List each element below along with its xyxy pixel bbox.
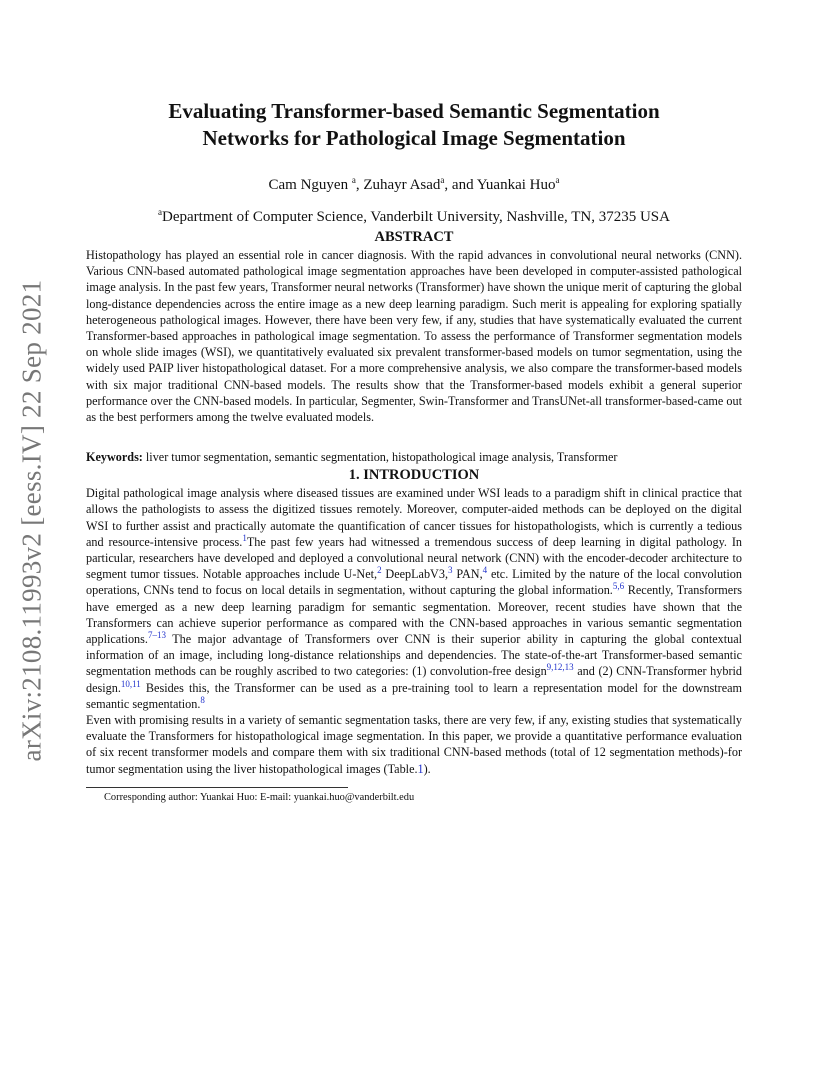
paper-page: [86, 0, 742, 805]
author-list: [86, 175, 742, 195]
intro-p1-text: PAN,: [452, 567, 483, 582]
corresponding-author-footnote: Corresponding author: Yuankai Huo: E-mail: yuankai.huo@vanderbilt.edu: [104, 791, 415, 803]
arxiv-identifier-stamp: [12, 279, 52, 761]
title-line-1: Evaluating Transformer-based Semantic Segmentation: [168, 99, 660, 123]
citation-link[interactable]: 5,6: [612, 581, 625, 592]
author-name-2: , Zuhayr Asad: [355, 177, 441, 193]
affiliation-text: Department of Computer Science, Vanderbilt University, Nashville, TN, 37235 USA: [162, 209, 670, 225]
introduction-paragraph-2: [86, 712, 742, 777]
author-affil-mark-1: a: [351, 175, 356, 185]
citation-link[interactable]: 7–13: [147, 630, 166, 640]
intro-p2-text: ).: [423, 761, 431, 776]
arxiv-identifier-text: arXiv:2108.11993v2 [eess.IV] 22 Sep 2021: [16, 279, 47, 761]
intro-p1-text: Recently, Transformers have emerged as a new deep learning paradigm for semantic segmentation. Moreover, recent studies have shown that the Transformers can achieve superior performance as compared with the CNN-based approaches in various semantic segmentation applications.: [86, 583, 742, 647]
intro-p1-text: and (2) CNN-Transformer hybrid design.: [86, 664, 742, 695]
intro-p1-text: The past few years had witnessed a tremendous success of deep learning in digital pathology. In particular, researchers have developed and deployed a convolutional neural network (CNN) with the encoder-decoder architecture to segment tumor tissues. Notable approaches include U-Net,: [86, 534, 742, 582]
affiliation-mark: a: [158, 207, 163, 217]
title-line-2: Networks for Pathological Image Segmentation: [202, 126, 626, 150]
affiliation: [86, 207, 742, 227]
citation-link[interactable]: 8: [200, 694, 205, 705]
introduction-paragraph-1: [86, 485, 742, 712]
keywords-label: Keywords:: [86, 450, 143, 465]
table-reference-link[interactable]: 1: [417, 761, 424, 776]
citation-link[interactable]: 1: [242, 532, 247, 543]
intro-p1-text: DeepLabV3,: [381, 567, 449, 582]
citation-link[interactable]: 2: [377, 565, 382, 576]
citation-link[interactable]: 10,11: [120, 678, 141, 689]
intro-p1-text: Digital pathological image analysis where diseased tissues are examined under WSI leads to a paradigm shift in clinical practice that allows the pathologists to assess the digitized tissues remotely. Moreover, computer-aided methods can be deployed on the digital WSI to further assist and practically automate the quantification of cancer tissues for histopathologists, which is currently a tedious and resource-intensive process.: [86, 486, 742, 549]
keywords: [86, 449, 742, 465]
abstract-text: Histopathology has played an essential role in cancer diagnosis. With the rapid advances in convolutional neural networks (CNN). Various CNN-based automated pathological image segmentation approaches have been developed in computer-assisted pathological image analysis. In the past few years, Transformer neural networks (Transformer) have shown the unique merit of capturing the global long-distance dependencies across the entire image as a new deep learning paradigm. Such merit is appealing for exploring spatially heterogeneous pathological images. However, there have been very few, if any, studies that have systematically evaluated the current Transformer-based approaches in pathological image segmentation. To assess the performance of Transformer segmentation models on whole slide images (WSI), we quantitatively evaluated six prevalent transformer-based models on tumor segmentation, using the widely used PAIP liver histopathological dataset. For a more comprehensive analysis, we also compare the transformer-based models with six major traditional CNN-based models. The results show that the Transformer-based models exhibit a general superior performance over the CNN-based models. In particular, Segmenter, Swin-Transformer and TransUNet-all transformer-based-came out as the best performers among the twelve evaluated models.: [86, 248, 742, 425]
author-affil-mark-2: a: [440, 175, 445, 185]
intro-p1-text: Besides this, the Transformer can be used as a pre-training tool to learn a representation model for the downstream semantic segmentation.: [86, 680, 742, 711]
intro-p1-text: The major advantage of Transformers over CNN is their superior ability in capturing the global contextual information of an image, including long-distance relationships and dependencies. The state-of-the-art Transformer-based semantic segmentation methods can be roughly ascribed to two categories: (1) convolution-free design: [86, 632, 742, 679]
citation-link[interactable]: 9,12,13: [546, 662, 574, 673]
introduction-heading: 1. INTRODUCTION: [348, 467, 480, 484]
author-name-1: Cam Nguyen: [268, 177, 352, 193]
intro-p1-text: etc. Limited by the nature of the local convolution operations, CNNs tend to focus on local details in segmentation, without capturing the global information.: [86, 567, 742, 598]
footnote-divider: [86, 787, 348, 788]
citation-link[interactable]: 3: [448, 565, 453, 576]
keywords-text: liver tumor segmentation, semantic segmentation, histopathological image analysis, Transformer: [142, 450, 618, 465]
abstract-heading: ABSTRACT: [374, 229, 454, 245]
intro-p2-text: Even with promising results in a variety of semantic segmentation tasks, there are very few, if any, existing studies that systematically evaluate the Transformers for histopathological image segmentation. In this paper, we provide a quantitative performance evaluation of six recent transformer models and compare them with six traditional CNN-based methods (total of 12 segmentation methods)-for tumor segmentation using the liver histopathological images (Table.: [86, 713, 742, 776]
citation-link[interactable]: 4: [482, 565, 488, 576]
author-name-3: , and Yuankai Huo: [444, 177, 556, 193]
author-affil-mark-3: a: [555, 175, 560, 185]
paper-title: [86, 98, 742, 152]
